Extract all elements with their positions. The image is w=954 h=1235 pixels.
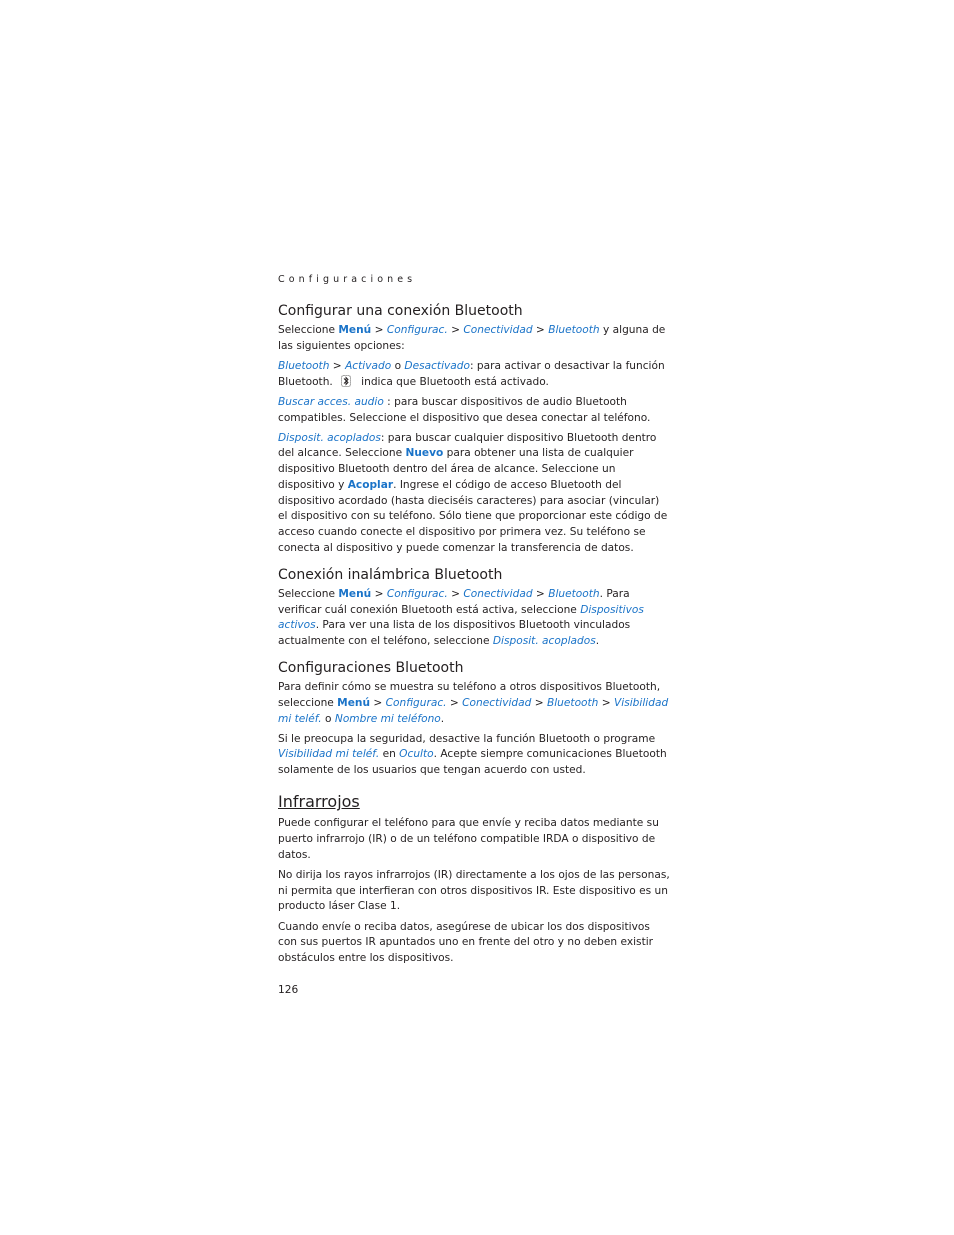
menu-term: Configurac. [386, 324, 448, 336]
menu-term: Nombre mi teléfono [334, 712, 441, 725]
paragraph-s3-p1: Para definir cómo se muestra su teléfono a otros dispositivos Bluetooth, seleccione Menú > Configurac. > Conectividad > Bluetooth > Visibilidad mi teléf. o Nombre mi teléfono. [278, 681, 669, 725]
paragraph-s4-p3: Cuando envíe o reciba datos, asegúrese de ubicar los dos dispositivos con sus puertos IR apuntados uno en frente del otro y no deben existir obstáculos entre los dispositivos. [278, 920, 654, 964]
menu-term: Dispositivos activos [278, 603, 644, 632]
paragraph-s4-p2: No dirija los rayos infrarrojos (IR) directamente a los ojos de las personas, ni permita que interfieran con otros dispositivos IR. Este dispositivo es un producto láser Clase 1. [278, 868, 670, 913]
paragraph-s1-p4: Disposit. acoplados: para buscar cualquier dispositivo Bluetooth dentro del alcance. Seleccione Nuevo para obtener una lista de cualquier dispositivo Bluetooth dentro del área de alcance. Seleccione un dispositivo y Acoplar. Ingrese el código de acceso Bluetooth del dispositivo acordado (hasta dieciséis caracteres) para asociar (vincular) el dispositivo con su teléfono. Sólo tiene que proporcionar este código de acceso cuando conecte el dispositivo por primera vez. Su teléfono se conecta al dispositivo y puede comenzar la transferencia de datos. [278, 431, 668, 554]
bluetooth-icon [341, 375, 351, 387]
menu-term: Menú [337, 696, 370, 709]
paragraph-s1-p2: Bluetooth > Activado o Desactivado: para activar o desactivar la función Bluetooth. indica que Bluetooth está activado. [278, 359, 665, 388]
section-title-conexion: Conexión inalámbrica Bluetooth [278, 566, 503, 583]
menu-term: Visibilidad mi teléf. [278, 748, 380, 761]
menu-term: Configurac. [386, 587, 448, 600]
menu-term: Menú [338, 587, 372, 600]
menu-term: Oculto [399, 748, 434, 761]
menu-term: Bluetooth [548, 324, 600, 336]
running-head: Configuraciones [278, 274, 417, 285]
menu-term: Menú [338, 324, 372, 336]
paragraph-s1-p1: Seleccione Menú > Configurac. > Conectividad > Bluetooth y alguna de las siguientes opciones: [278, 324, 666, 352]
menu-term: Acoplar [347, 478, 394, 491]
manual-page [278, 274, 670, 997]
paragraph-s2-p1: Seleccione Menú > Configurac. > Conectividad > Bluetooth. Para verificar cuál conexión Bluetooth está activa, seleccione Dispositivos activos. Para ver una lista de los dispositivos Bluetooth vinculados actualmente con el teléfono, seleccione Disposit. acoplados. [278, 587, 644, 647]
menu-term: Bluetooth [278, 359, 330, 372]
menu-term: Disposit. acoplados [278, 431, 381, 444]
section-title-configurar: Configurar una conexión Bluetooth [278, 303, 523, 319]
paragraph-s1-p3: Buscar acces. audio : para buscar dispositivos de audio Bluetooth compatibles. Seleccione el dispositivo que desea conectar al teléfono. [278, 395, 651, 424]
paragraph-s4-p1: Puede configurar el teléfono para que envíe y reciba datos mediante su puerto infrarrojo (IR) o de un teléfono compatible IRDA o dispositivo de datos. [278, 817, 659, 861]
menu-term: Conectividad [462, 696, 532, 709]
page-number: 126 [278, 983, 299, 996]
menu-term: Buscar acces. audio [278, 395, 384, 408]
menu-term: Activado [345, 359, 392, 372]
menu-term: Nuevo [405, 447, 444, 460]
menu-term: Configurac. [385, 696, 447, 709]
menu-term: Visibilidad mi teléf. [278, 696, 669, 725]
menu-term: Desactivado [404, 359, 470, 372]
menu-term: Conectividad [463, 324, 533, 336]
menu-term: Bluetooth [548, 587, 600, 600]
paragraph-s3-p2: Si le preocupa la seguridad, desactive la función Bluetooth o programe Visibilidad mi teléf. en Oculto. Acepte siempre comunicaciones Bluetooth solamente de los usuarios que tengan acuerdo con usted. [278, 732, 667, 777]
section-title-configuraciones: Configuraciones Bluetooth [278, 660, 464, 677]
menu-term: Conectividad [463, 587, 533, 600]
menu-term: Bluetooth [546, 696, 599, 709]
menu-term: Disposit. acoplados [492, 634, 596, 647]
section-title-infrarrojos: Infrarrojos [278, 792, 360, 812]
